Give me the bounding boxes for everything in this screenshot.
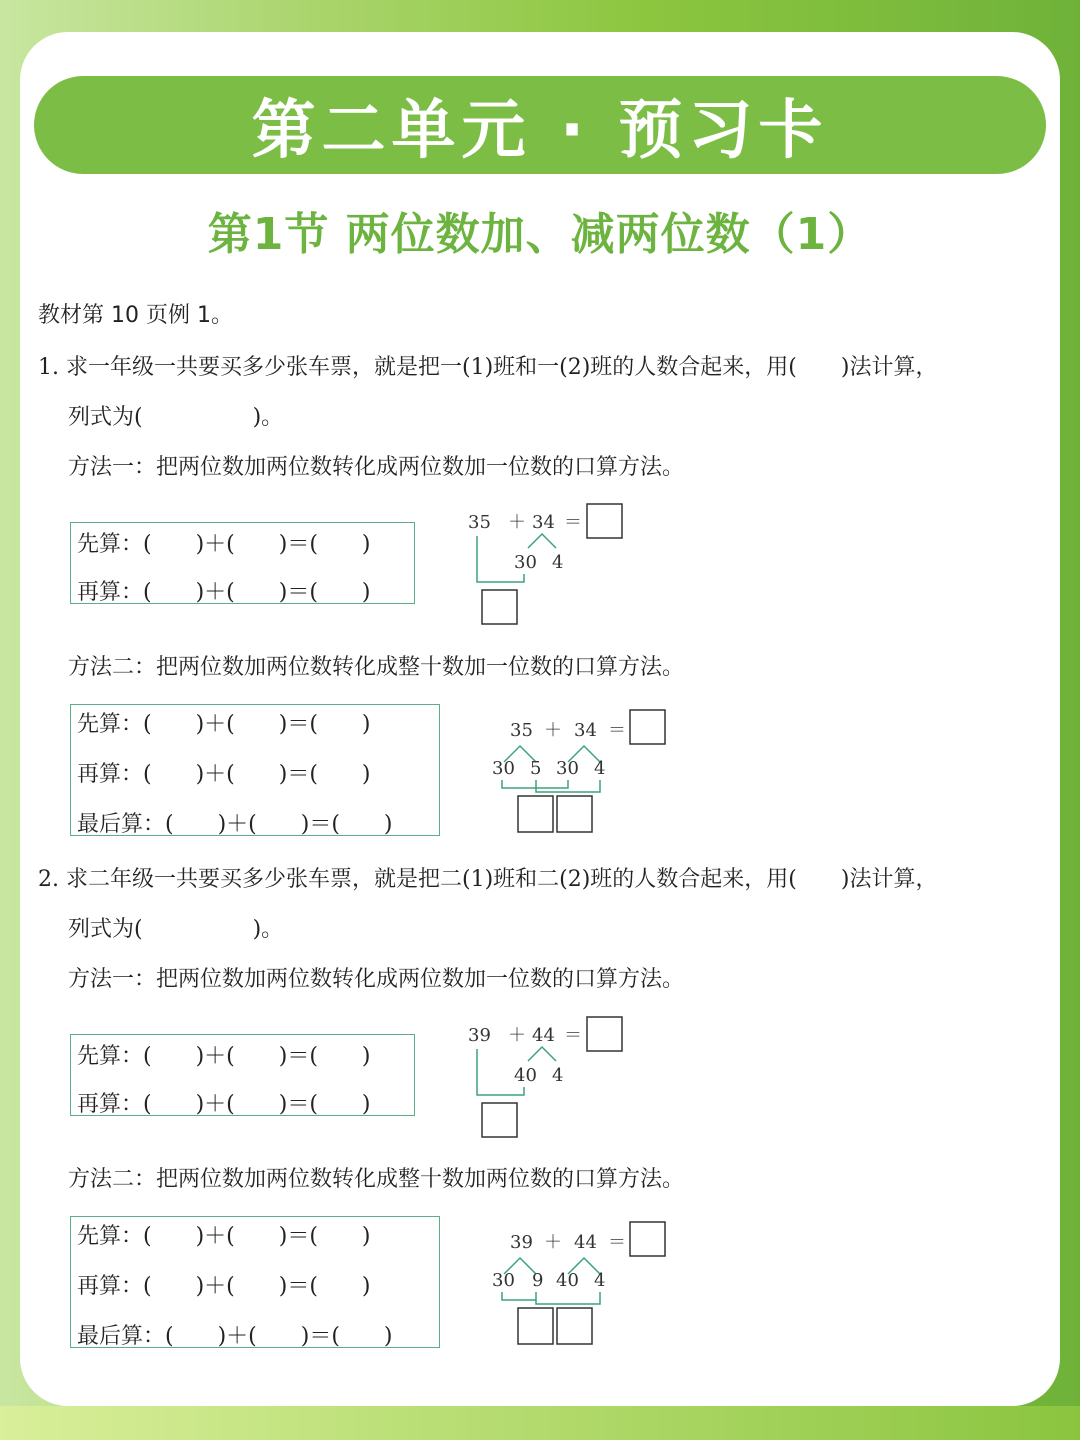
unit-title-banner: 第二单元 · 预习卡 <box>34 76 1046 174</box>
q2-m1-split-line <box>528 1047 556 1061</box>
q1-text-line2: 列式为( )。 <box>68 405 284 430</box>
q1-text-line1: 1. 求一年级一共要买多少张车票，就是把一(1)班和一(2)班的人数合起来，用( )法计算， <box>38 355 938 380</box>
q1-m2-p4: 4 <box>594 758 606 779</box>
q1-method2-text: 方法二：把两位数加两位数转化成整十数加一位数的口算方法。 <box>68 655 685 680</box>
q2-m2-p3: 40 <box>556 1270 579 1291</box>
q2-m1-op: ＋ <box>508 1025 526 1046</box>
q2-m2-box-right <box>557 1308 592 1344</box>
bottom-decoration <box>0 1406 1080 1440</box>
q1-m2-p1: 30 <box>492 758 515 779</box>
q2-m1-eq: ＝ <box>564 1025 582 1046</box>
q2-method2-text: 方法二：把两位数加两位数转化成整十数加两位数的口算方法。 <box>68 1167 685 1192</box>
q2-m2-op: ＋ <box>544 1232 562 1253</box>
q2-method1-answer-box <box>70 1034 415 1116</box>
q1-m1-result-box <box>587 504 622 538</box>
q2-m1-split2: 4 <box>552 1065 564 1086</box>
q1-m1-num-b: 34 <box>532 512 555 533</box>
q2-m2-box-left <box>518 1308 553 1344</box>
section-title: 第1节 两位数加、减两位数（1） <box>207 209 873 260</box>
q1-m2-box-right <box>557 796 592 832</box>
textbook-reference: 教材第 10 页例 1。 <box>38 303 233 328</box>
q2-text-line1: 2. 求二年级一共要买多少张车票，就是把二(1)班和二(2)班的人数合起来，用( )法计算， <box>38 867 938 892</box>
q1-m2-p3: 30 <box>556 758 579 779</box>
q2-m2-p1: 30 <box>492 1270 515 1291</box>
q2-m1-row-first[interactable]: 先算：( )＋( )＝( ) <box>77 1044 371 1069</box>
q2-m2-p4: 4 <box>594 1270 606 1291</box>
q2-m2-second-line <box>536 1292 600 1304</box>
q2-m1-num-a: 39 <box>468 1025 491 1046</box>
q2-m1-num-b: 44 <box>532 1025 555 1046</box>
q1-m2-tens-line <box>502 780 568 788</box>
q2-m2-p2: 9 <box>532 1270 544 1291</box>
q2-method1-text: 方法一：把两位数加两位数转化成两位数加一位数的口算方法。 <box>68 967 685 992</box>
q2-text-line2: 列式为( )。 <box>68 917 284 942</box>
q2-m2-first-line <box>502 1292 536 1300</box>
q1-m2-p2: 5 <box>530 758 542 779</box>
q2-m2-row-then[interactable]: 再算：( )＋( )＝( ) <box>77 1274 371 1299</box>
q2-m1-split1: 40 <box>514 1065 537 1086</box>
q1-m1-eq: ＝ <box>564 512 582 533</box>
q1-m1-split2: 4 <box>552 552 564 573</box>
q1-m1-split-line <box>528 534 556 548</box>
q2-m1-mid-box <box>482 1103 517 1137</box>
q2-method1-diagram <box>460 1011 640 1146</box>
q1-method1-answer-box <box>70 522 415 604</box>
q2-m2-row-last[interactable]: 最后算：( )＋( )＝( ) <box>77 1324 393 1349</box>
q1-m2-num-a: 35 <box>510 720 533 741</box>
q1-m2-result-box <box>630 710 665 744</box>
q1-m2-box-left <box>518 796 553 832</box>
q1-m2-num-b: 34 <box>574 720 597 741</box>
q2-m2-num-a: 39 <box>510 1232 533 1253</box>
q2-method2-answer-box <box>70 1216 440 1348</box>
q1-method1-diagram <box>460 498 640 633</box>
q1-m2-eq: ＝ <box>608 720 626 741</box>
q2-m2-num-b: 44 <box>574 1232 597 1253</box>
q2-m2-result-box <box>630 1222 665 1256</box>
q1-m1-row-then[interactable]: 再算：( )＋( )＝( ) <box>77 580 371 605</box>
q2-m2-eq: ＝ <box>608 1232 626 1253</box>
q2-method2-diagram <box>488 1216 678 1351</box>
q1-m1-num-a: 35 <box>468 512 491 533</box>
q1-m2-op: ＋ <box>544 720 562 741</box>
q1-m1-op: ＋ <box>508 512 526 533</box>
q1-m2-row-then[interactable]: 再算：( )＋( )＝( ) <box>77 762 371 787</box>
q1-m1-row-first[interactable]: 先算：( )＋( )＝( ) <box>77 532 371 557</box>
q1-m1-split1: 30 <box>514 552 537 573</box>
q2-m1-result-box <box>587 1017 622 1051</box>
q1-method1-text: 方法一：把两位数加两位数转化成两位数加一位数的口算方法。 <box>68 455 685 480</box>
q1-m2-row-last[interactable]: 最后算：( )＋( )＝( ) <box>77 812 393 837</box>
q1-m2-row-first[interactable]: 先算：( )＋( )＝( ) <box>77 712 371 737</box>
q1-method2-answer-box <box>70 704 440 836</box>
q1-method2-diagram <box>488 704 678 839</box>
q1-m1-mid-box <box>482 590 517 624</box>
q2-m1-row-then[interactable]: 再算：( )＋( )＝( ) <box>77 1092 371 1117</box>
q2-m2-row-first[interactable]: 先算：( )＋( )＝( ) <box>77 1224 371 1249</box>
